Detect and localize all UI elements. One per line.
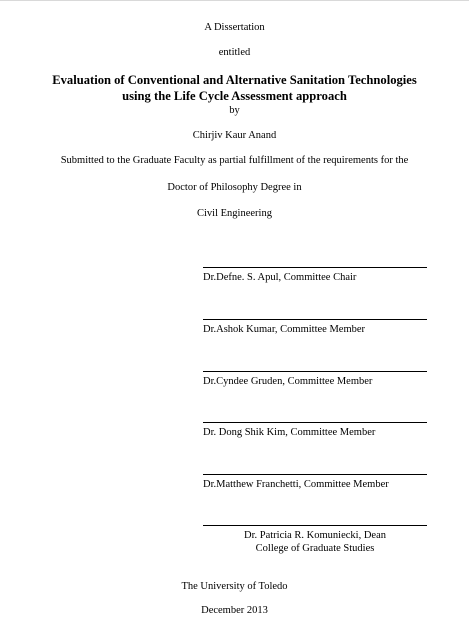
- dean-office: College of Graduate Studies: [255, 543, 375, 554]
- signature-line-member-2: [203, 371, 427, 372]
- signature-line-member-3: [203, 422, 427, 423]
- committee-member-label: Dr.Ashok Kumar, Committee Member: [203, 324, 366, 335]
- signature-line-dean: [203, 525, 427, 526]
- signature-line-member-4: [203, 474, 427, 475]
- submission-date: December 2013: [201, 605, 268, 616]
- document-type: A Dissertation: [204, 22, 265, 33]
- by-text: by: [229, 105, 240, 116]
- committee-chair-label: Dr.Defne. S. Apul, Committee Chair: [203, 272, 357, 283]
- committee-member-label: Dr. Dong Shik Kim, Committee Member: [203, 427, 376, 438]
- degree-name: Doctor of Philosophy Degree in: [167, 182, 302, 193]
- dissertation-title-line-2: using the Life Cycle Assessment approach: [122, 89, 347, 103]
- committee-member-label: Dr.Cyndee Gruden, Committee Member: [203, 376, 373, 387]
- author-name: Chirjiv Kaur Anand: [192, 130, 277, 141]
- university-name: The University of Toledo: [181, 581, 288, 592]
- dean-name: Dr. Patricia R. Komuniecki, Dean: [243, 530, 386, 541]
- field-of-study: Civil Engineering: [197, 208, 272, 219]
- committee-member-label: Dr.Matthew Franchetti, Committee Member: [203, 479, 389, 490]
- signature-line-member-1: [203, 319, 427, 320]
- signature-line-chair: [203, 267, 427, 268]
- entitled-text: entitled: [218, 47, 251, 58]
- submission-statement: Submitted to the Graduate Faculty as partial fulfillment of the requirements for the: [60, 155, 409, 166]
- dissertation-title-line-1: Evaluation of Conventional and Alternative Sanitation Technologies: [52, 73, 417, 87]
